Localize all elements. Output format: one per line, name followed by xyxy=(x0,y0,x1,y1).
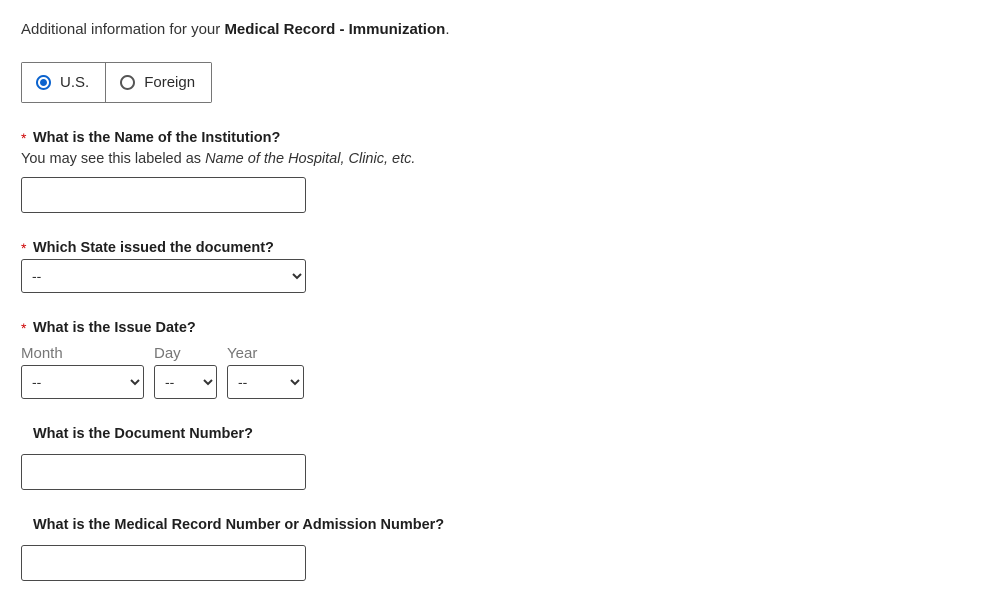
medical-record-number-label-row xyxy=(21,516,990,534)
institution-hint-emphasis: Name of the Hospital, Clinic, etc. xyxy=(205,150,416,167)
issue-date-year-select[interactable] xyxy=(227,365,304,399)
issue-date-label: What is the Issue Date? xyxy=(33,319,196,336)
radio-icon-foreign[interactable] xyxy=(120,75,135,90)
institution-label-row xyxy=(21,129,990,147)
document-number-input[interactable] xyxy=(21,454,306,490)
field-document-number xyxy=(21,425,990,490)
institution-hint-prefix: You may see this labeled as xyxy=(21,150,206,167)
origin-option-foreign[interactable] xyxy=(105,63,211,102)
origin-option-us[interactable] xyxy=(22,63,105,102)
issue-date-label-row xyxy=(21,319,990,337)
document-origin-toggle[interactable] xyxy=(21,62,212,103)
field-issue-date xyxy=(21,319,990,399)
required-asterisk: * xyxy=(21,319,27,336)
state-label-row xyxy=(21,239,990,257)
field-medical-record-number xyxy=(21,516,990,581)
issue-date-headings xyxy=(21,345,990,362)
intro-record-type: Medical Record - Immunization xyxy=(224,21,446,38)
medical-record-number-label: What is the Medical Record Number or Admission Number? xyxy=(33,516,445,533)
issue-date-month-select[interactable] xyxy=(21,365,144,399)
year-heading: Year xyxy=(227,344,258,362)
origin-option-us-label: U.S. xyxy=(60,73,90,91)
issue-date-day-select[interactable] xyxy=(154,365,217,399)
state-label: Which State issued the document? xyxy=(33,239,274,256)
intro-suffix: . xyxy=(445,21,450,38)
required-asterisk: * xyxy=(21,239,27,256)
document-number-label-row xyxy=(21,425,990,443)
field-institution xyxy=(21,129,990,213)
state-select[interactable] xyxy=(21,259,306,293)
institution-hint xyxy=(21,150,990,168)
month-heading: Month xyxy=(21,344,63,362)
origin-option-foreign-label: Foreign xyxy=(144,73,196,91)
radio-icon-us[interactable] xyxy=(36,75,51,90)
intro-text xyxy=(21,20,990,40)
document-number-label: What is the Document Number? xyxy=(33,425,253,442)
institution-label: What is the Name of the Institution? xyxy=(33,129,281,146)
institution-input[interactable] xyxy=(21,177,306,213)
intro-prefix: Additional information for your xyxy=(21,21,225,38)
required-asterisk: * xyxy=(21,129,27,146)
medical-record-number-input[interactable] xyxy=(21,545,306,581)
day-heading: Day xyxy=(154,344,181,362)
issue-date-selects xyxy=(21,365,990,399)
field-state xyxy=(21,239,990,293)
